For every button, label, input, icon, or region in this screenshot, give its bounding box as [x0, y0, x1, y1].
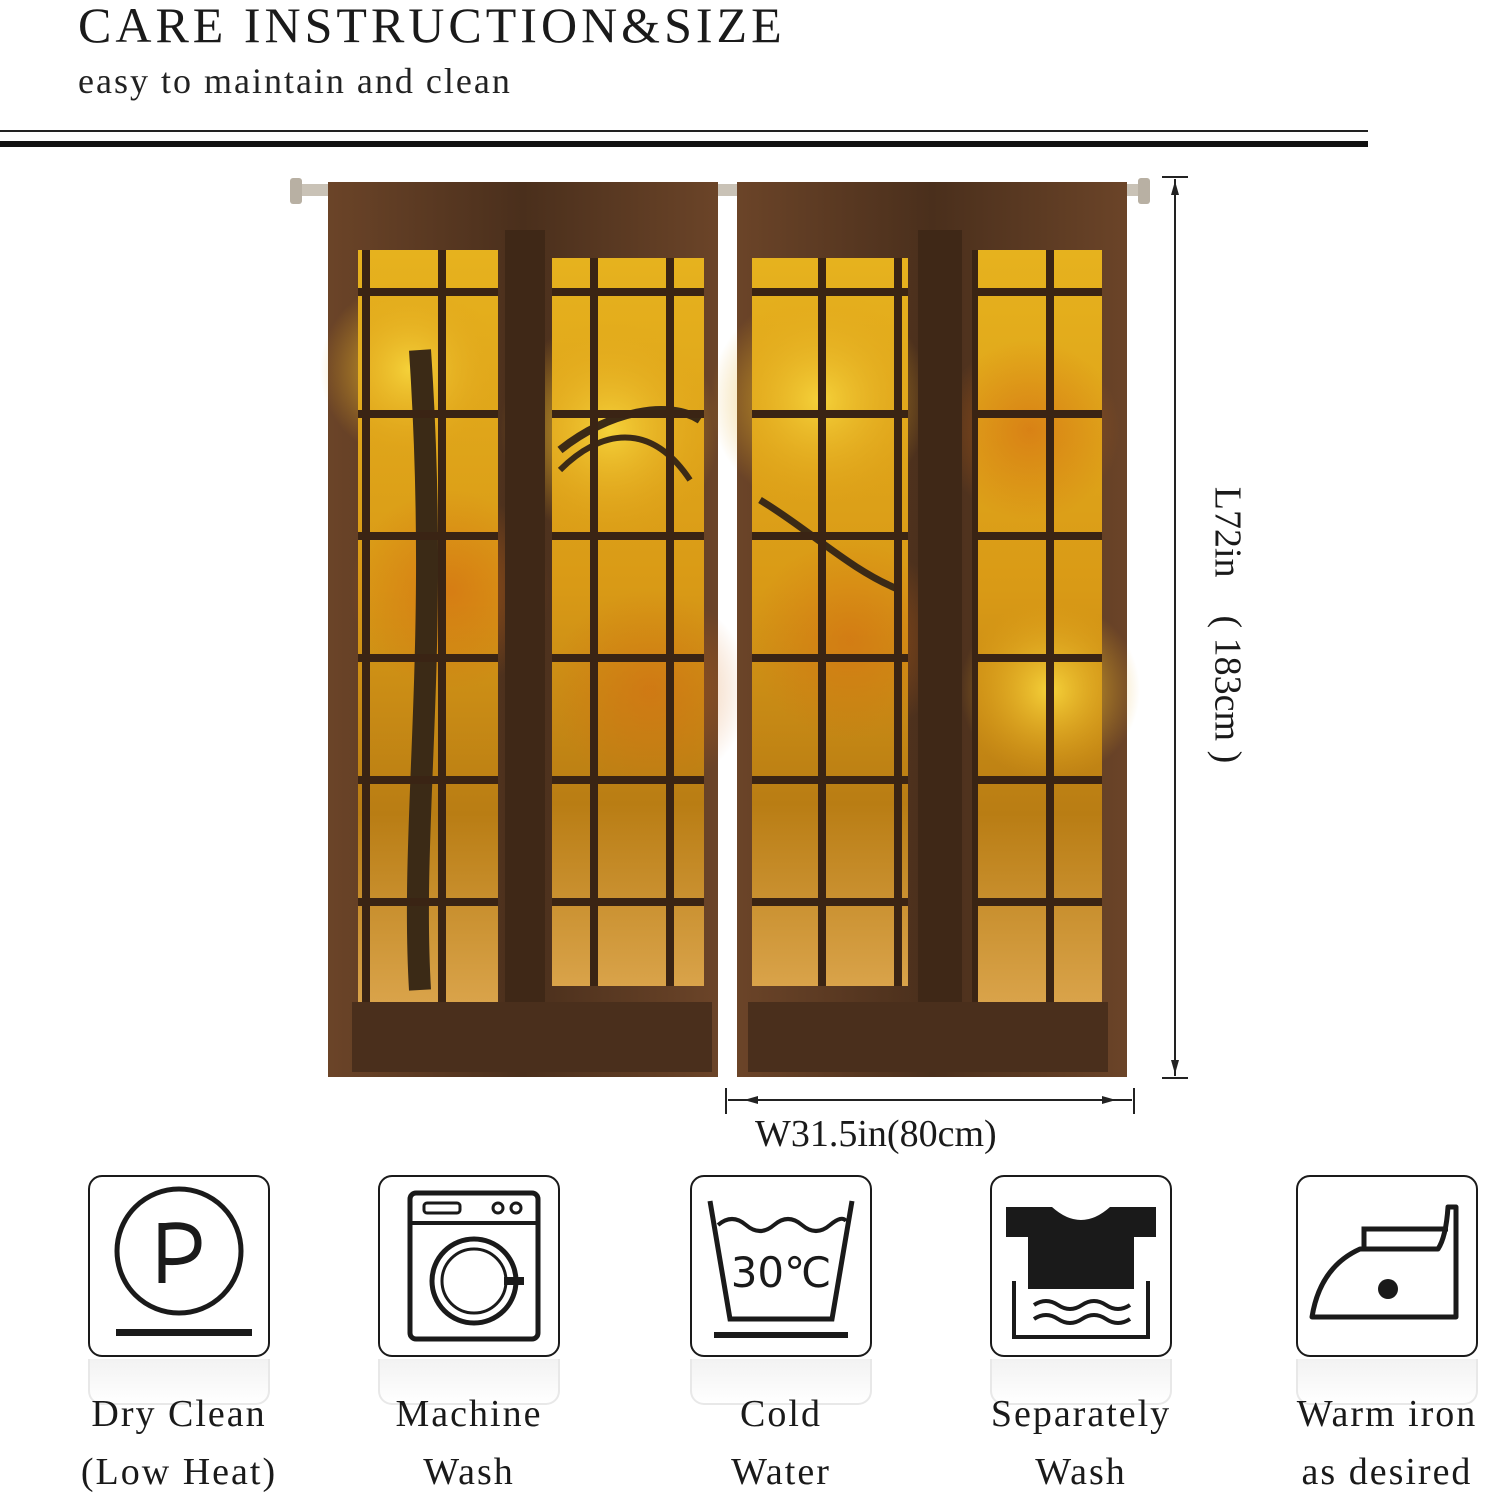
care-item-machine-wash — [378, 1175, 560, 1493]
care-label-machine-wash: Machine Wash — [395, 1393, 543, 1493]
length-dimension-label: L72in ( 183cm ) — [1206, 486, 1249, 764]
iron-icon — [1298, 1177, 1476, 1355]
header-divider-thick — [0, 141, 1368, 147]
dry-clean-p-icon — [90, 1177, 268, 1355]
header-divider-thin — [0, 130, 1368, 132]
care-item-cold-water — [690, 1175, 872, 1493]
page-title: CARE INSTRUCTION&SIZE — [78, 0, 786, 53]
page-subtitle: easy to maintain and clean — [78, 61, 512, 101]
care-label-separately-wash: Separately Wash — [990, 1393, 1172, 1493]
care-item-warm-iron — [1296, 1175, 1478, 1493]
wash-temperature-label: 30℃ — [730, 1248, 832, 1297]
left-curtain-panel — [320, 182, 750, 1077]
care-item-separately-wash — [990, 1175, 1172, 1493]
curtain-product-image — [290, 170, 1150, 1089]
care-label-dry-clean: Dry Clean (Low Heat) — [80, 1393, 278, 1493]
wash-tub-30c-icon — [692, 1177, 870, 1355]
width-dimension-label: W31.5in(80cm) — [755, 1113, 997, 1155]
shirt-in-water-icon — [992, 1177, 1170, 1355]
right-curtain-panel — [710, 182, 1140, 1077]
care-label-cold-water: Cold Water — [731, 1393, 831, 1493]
length-dimension-line — [1160, 175, 1190, 1080]
care-item-dry-clean — [80, 1175, 278, 1493]
washing-machine-icon — [380, 1177, 558, 1355]
care-label-warm-iron: Warm iron as desired — [1296, 1393, 1478, 1493]
